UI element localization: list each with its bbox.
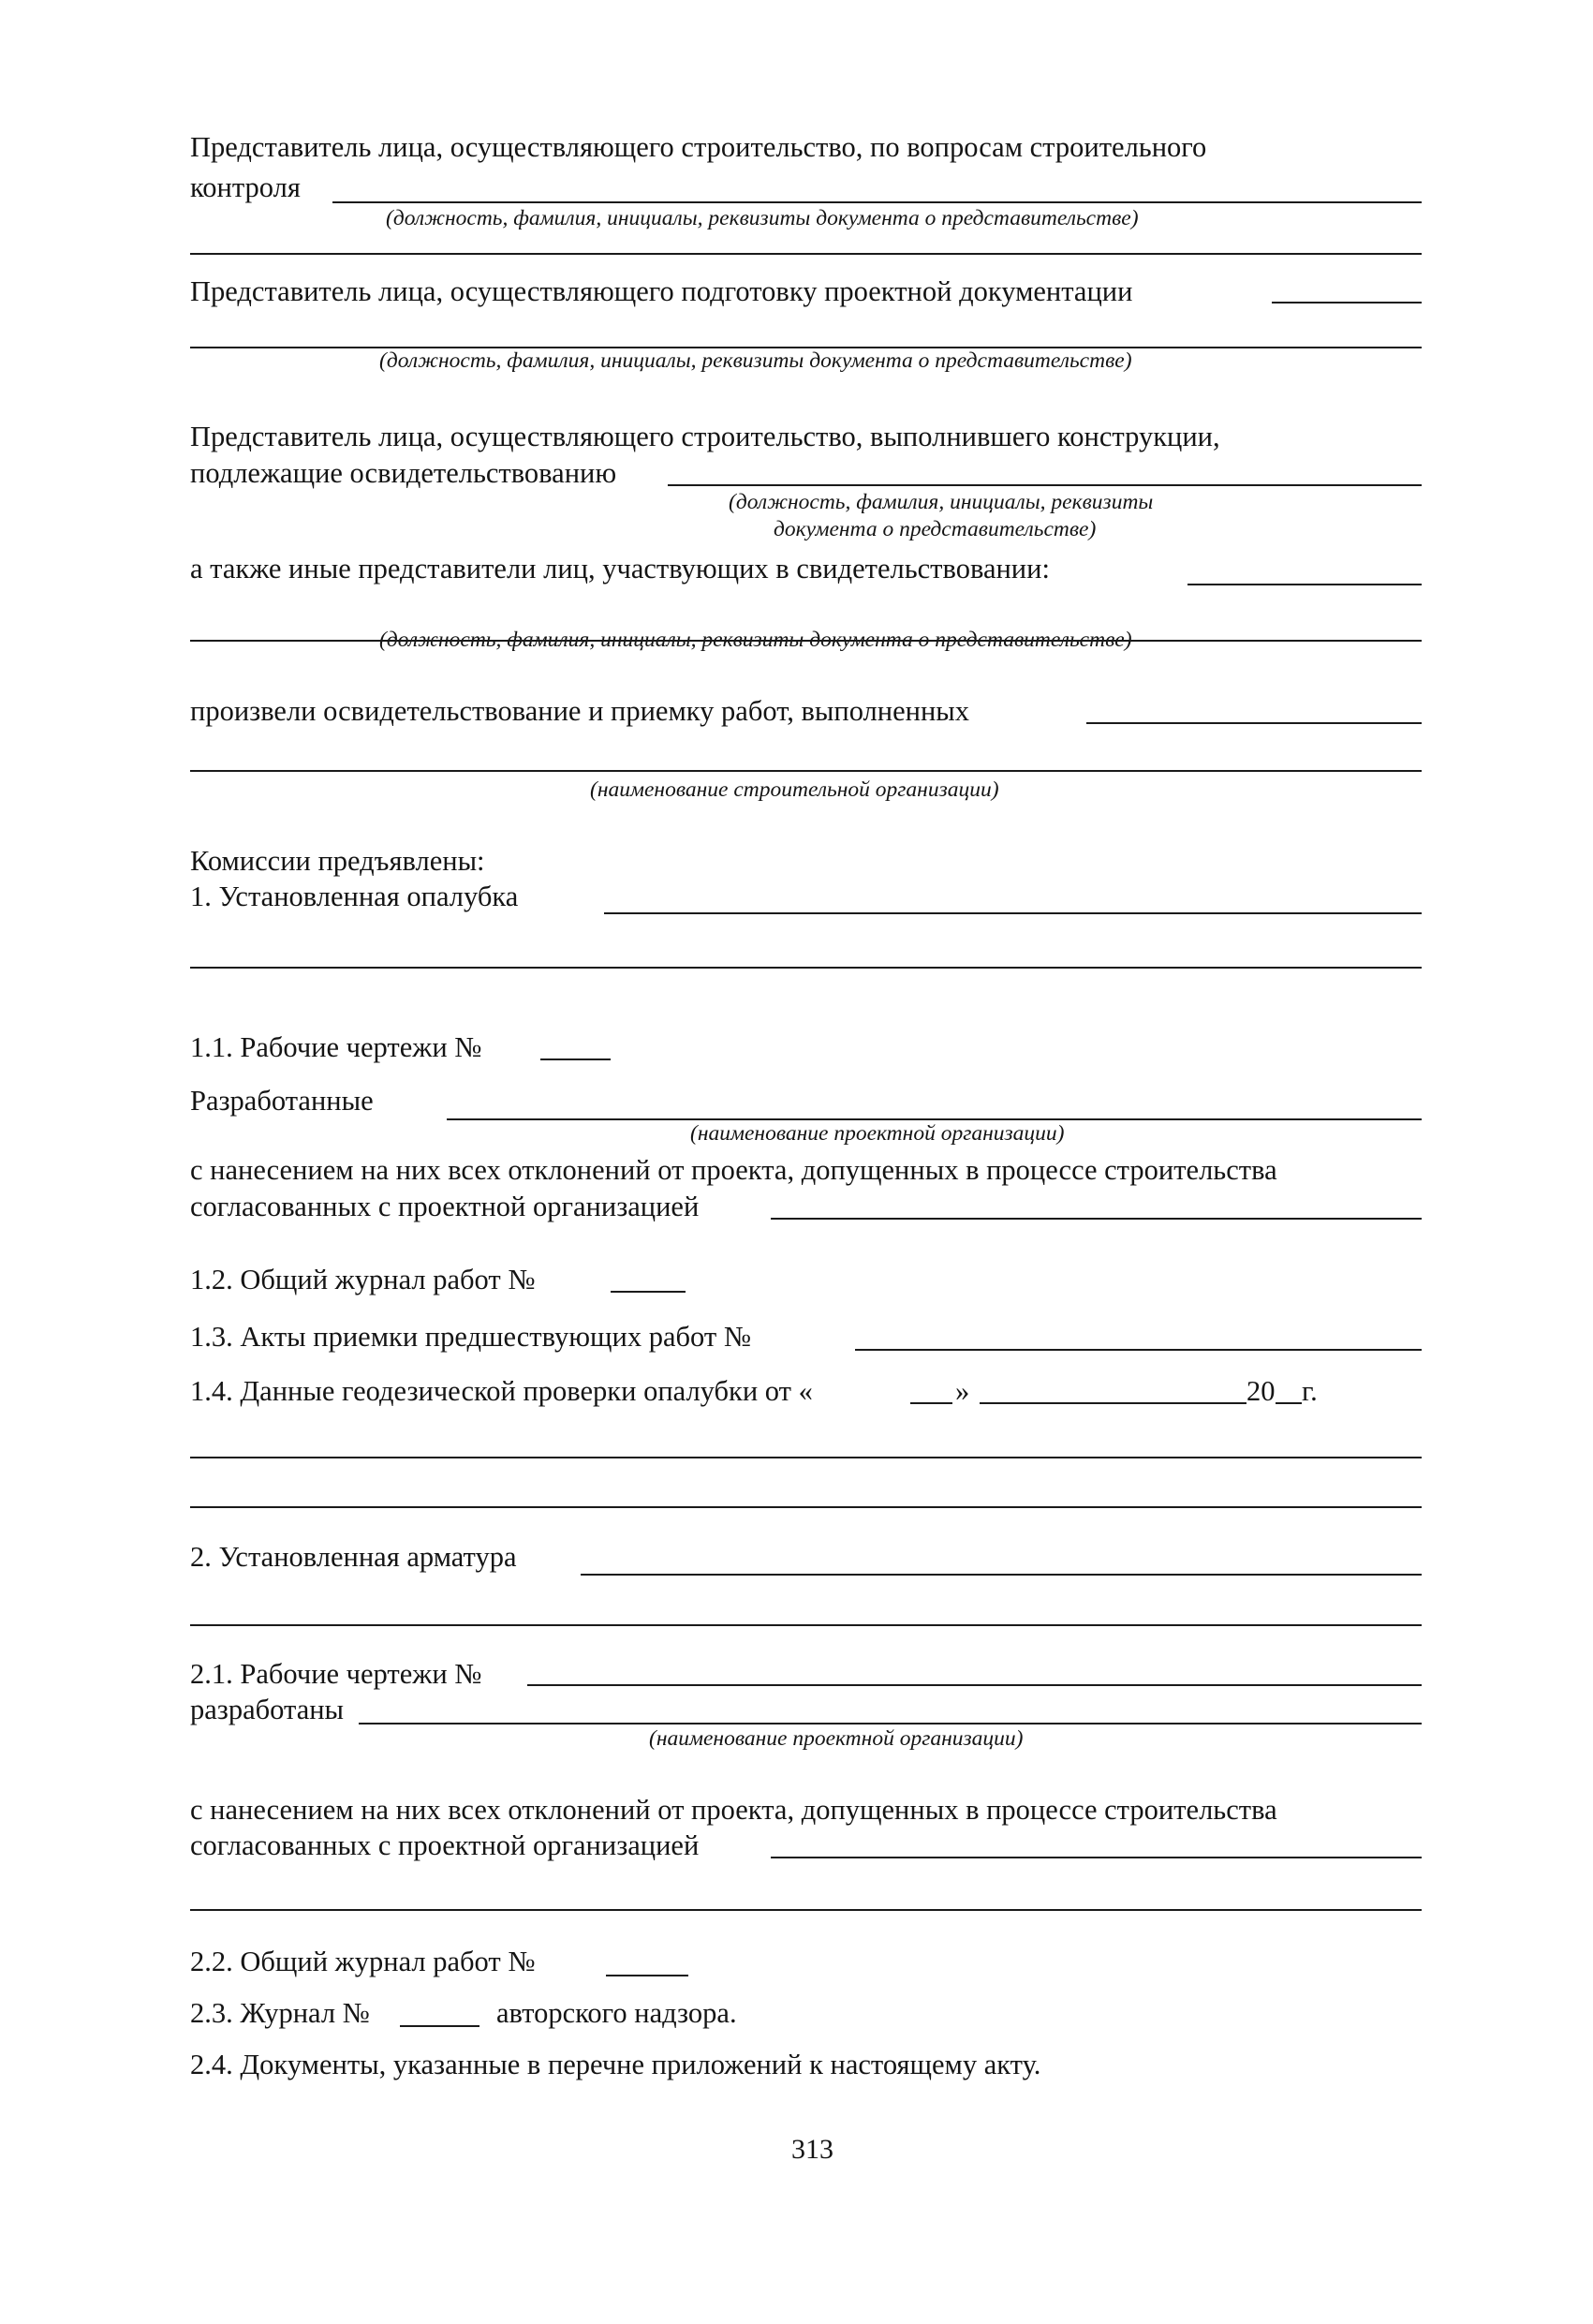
general-log-2-2-label: 2.2. Общий журнал работ № — [190, 1946, 536, 1977]
deviations-marked-2-label: с нанесением на них всех отклонений от проекта, допущенных в процессе строительства — [190, 1794, 1277, 1826]
geodetic-check-month-field[interactable] — [980, 1402, 1246, 1404]
reinforcement-field[interactable] — [581, 1574, 1422, 1576]
formwork-item-label: 1. Установленная опалубка — [190, 881, 519, 912]
subject-to-inspection-label: подлежащие освидетельствованию — [190, 457, 617, 489]
previous-works-acts-label: 1.3. Акты приемки предшествующих работ № — [190, 1321, 751, 1353]
commission-heading: Комиссии предъявлены: — [190, 845, 485, 877]
other-representatives-field[interactable] — [1187, 584, 1422, 585]
design-docs-representative-label: Представитель лица, осуществляющего подготовку проектной документации — [190, 275, 1133, 307]
inspection-performed-label: произвели освидетельствование и приемку работ, выполненных — [190, 695, 970, 727]
geodetic-check-label: 1.4. Данные геодезической проверки опалубки от « — [190, 1375, 813, 1407]
supervision-log-label: 2.3. Журнал № — [190, 1997, 370, 2029]
developed-2-label: разработаны — [190, 1694, 345, 1725]
design-organization-field[interactable] — [447, 1118, 1422, 1120]
agreed-with-design-org-2-label: согласованных с проектной организацией — [190, 1829, 700, 1861]
construction-control-representative-label: Представитель лица, осуществляющего строительство, по вопросам строительного — [190, 131, 1207, 163]
geodetic-check-field-line-1[interactable] — [190, 1457, 1422, 1458]
geodetic-check-quote-close: » — [955, 1375, 970, 1407]
working-drawings-2-1-number-field[interactable] — [527, 1684, 1422, 1686]
agreed-with-design-org-label: согласованных с проектной организацией — [190, 1191, 700, 1222]
contractor-caption-1: (должность, фамилия, инициалы, реквизиты — [729, 490, 1154, 514]
construction-control-field-continued[interactable] — [190, 253, 1422, 255]
attached-documents-label: 2.4. Документы, указанные в перечне приложений к настоящему акту. — [190, 2049, 1041, 2080]
reinforcement-item-label: 2. Установленная арматура — [190, 1541, 517, 1573]
contractor-caption-2: документа о представительстве) — [774, 517, 1097, 541]
supervision-log-number-field[interactable] — [400, 2025, 479, 2027]
general-log-1-2-label: 1.2. Общий журнал работ № — [190, 1264, 536, 1295]
design-docs-field[interactable] — [1272, 302, 1422, 303]
geodetic-check-year-field[interactable] — [1276, 1402, 1302, 1404]
construction-organization-field-continued[interactable] — [190, 770, 1422, 772]
design-organization-2-field[interactable] — [359, 1723, 1422, 1724]
design-organization-caption: (наименование проектной организации) — [690, 1121, 1065, 1146]
page-number: 313 — [791, 2134, 833, 2165]
working-drawings-1-1-label: 1.1. Рабочие чертежи № — [190, 1031, 482, 1063]
construction-organization-caption: (наименование строительной организации) — [590, 777, 999, 802]
contractor-representative-label: Представитель лица, осуществляющего строительство, выполнившего конструкции, — [190, 421, 1220, 452]
supervision-log-suffix: авторского надзора. — [496, 1997, 737, 2029]
reinforcement-field-continued[interactable] — [190, 1624, 1422, 1626]
formwork-field[interactable] — [604, 912, 1422, 914]
agreement-field[interactable] — [771, 1218, 1422, 1220]
deviations-marked-label: с нанесением на них всех отклонений от проекта, допущенных в процессе строительства — [190, 1154, 1277, 1186]
working-drawings-1-1-number-field[interactable] — [540, 1058, 611, 1060]
construction-control-field[interactable] — [332, 201, 1422, 203]
design-docs-caption: (должность, фамилия, инициалы, реквизиты документа о представительстве) — [379, 348, 1132, 373]
general-log-2-2-number-field[interactable] — [606, 1975, 688, 1976]
geodetic-check-field-line-2[interactable] — [190, 1506, 1422, 1508]
control-label: контроля — [190, 171, 301, 203]
geodetic-check-year-suffix: г. — [1302, 1375, 1318, 1407]
geodetic-check-day-field[interactable] — [910, 1402, 952, 1404]
design-organization-2-caption: (наименование проектной организации) — [649, 1726, 1024, 1751]
other-representatives-field-continued[interactable] — [190, 640, 1422, 642]
agreement-2-field-continued[interactable] — [190, 1909, 1422, 1911]
developed-by-label: Разработанные — [190, 1085, 374, 1117]
other-representatives-caption: (должность, фамилия, инициалы, реквизиты документа о представительстве) — [379, 628, 1132, 652]
contractor-field[interactable] — [668, 484, 1422, 486]
construction-control-caption: (должность, фамилия, инициалы, реквизиты документа о представительстве) — [386, 206, 1139, 230]
previous-works-acts-number-field[interactable] — [855, 1349, 1422, 1351]
general-log-1-2-number-field[interactable] — [611, 1291, 686, 1293]
construction-organization-field[interactable] — [1086, 722, 1422, 724]
agreement-2-field[interactable] — [771, 1857, 1422, 1858]
other-representatives-label: а также иные представители лиц, участвующих в свидетельствовании: — [190, 553, 1050, 585]
formwork-field-continued[interactable] — [190, 967, 1422, 969]
working-drawings-2-1-label: 2.1. Рабочие чертежи № — [190, 1658, 482, 1690]
geodetic-check-year-prefix: 20 — [1246, 1375, 1276, 1407]
